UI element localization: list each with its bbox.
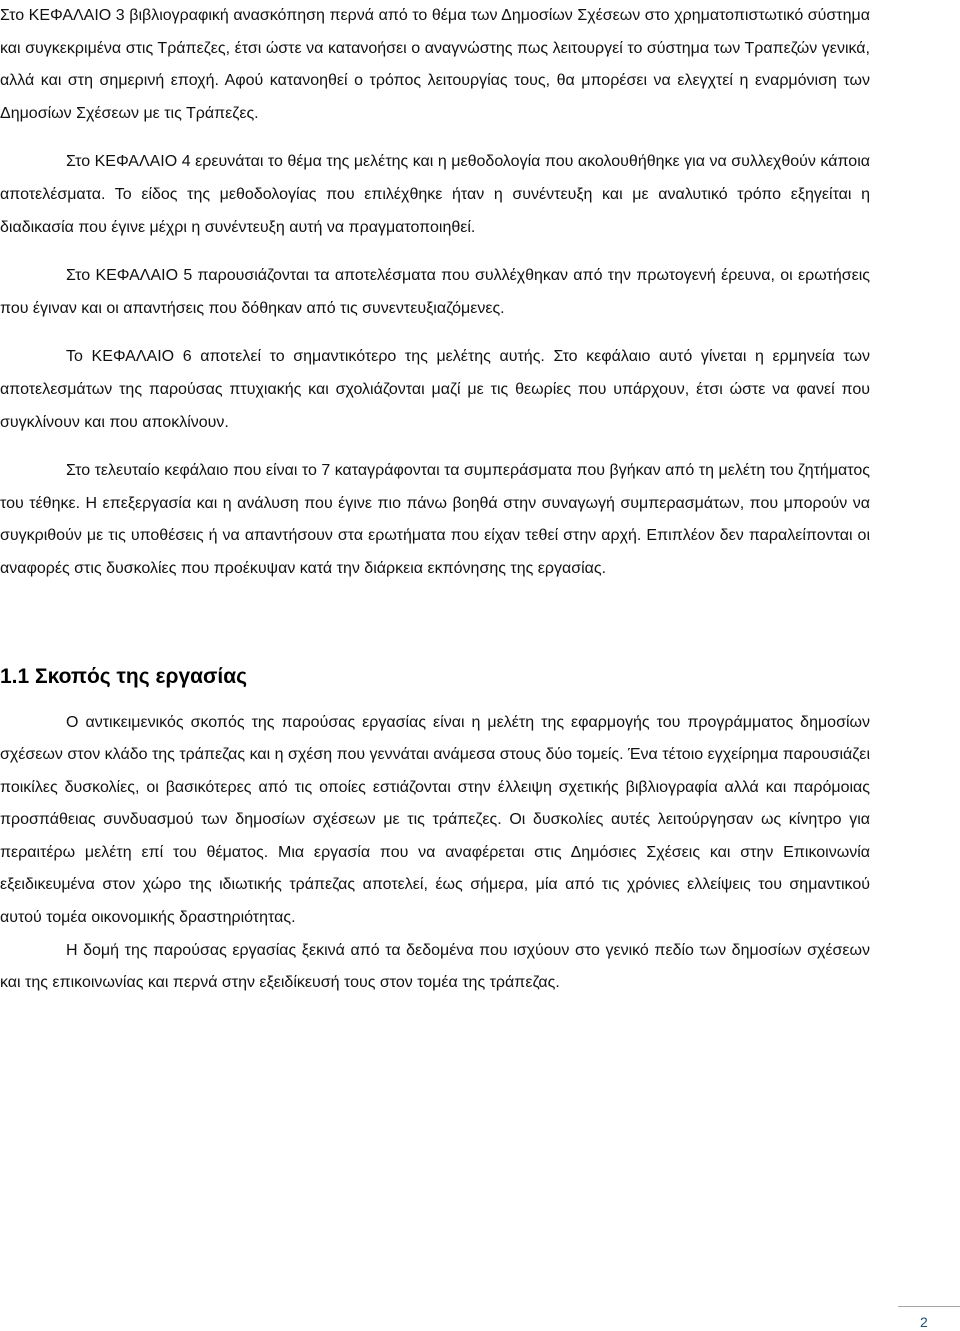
page-number-divider [898,1306,960,1307]
paragraph-purpose: Ο αντικειμενικός σκοπός της παρούσας εργασίας είναι η μελέτη της εφαρμογής του προγράμματος δημοσίων σχέσεων στον κλάδο της τράπεζας και η σχέση που γεννάται ανάμεσα στους δύο τομείς. Ένα τέτοιο εγχείρημα παρουσιάζει ποικίλες δυσκολίες, οι βασικότερες από τις οποίες εστιάζονται στην έλλειψη σχετικής βιβλιογραφία αλλά και παρόμοιας προσπάθειας συνδυασμού των δημοσίων σχέσεων με τις τράπεζες. Οι δυσκολίες αυτές λειτούργησαν ως κίνητρο για περαιτέρω μελέτη επί του θέματος. Μια εργασία που να αναφέρεται στις Δημόσιες Σχέσεις και στην Επικοινωνία εξειδικευμένα στον χώρο της ιδιωτικής τράπεζας αποτελεί, έως σήμερα, μία από τις χρόνιες ελλείψεις του σημαντικού αυτού τομέα οικονομικής δραστηριότητας. [0,713,870,927]
paragraph-chapter-4: Στο ΚΕΦΑΛΑΙΟ 4 ερευνάται το θέμα της μελέτης και η μεθοδολογία που ακολουθήθηκε για να συλλεχθούν κάποια αποτελέσματα. Το είδος της μεθοδολογίας που επιλέχθηκε ήταν η συνέντευξη και με αναλυτικό τρόπο εξηγείται η διαδικασία που έγινε μέχρι η συνέντευξη αυτή να πραγματοποιηθεί. [0,153,870,236]
paragraph-chapter-7: Στο τελευταίο κεφάλαιο που είναι το 7 καταγράφονται τα συμπεράσματα που βγήκαν από τη μελέτη του ζητήματος του τέθηκε. Η επεξεργασία και η ανάλυση που έγινε πιο πάνω βοηθά στην συναγωγή συμπερασμάτων, που μπορούν να συγκριθούν με τις υποθέσεις ή να απαντήσουν στα ερωτήματα που είχαν τεθεί στην αρχή. Επιπλέον δεν παραλείπονται οι αναφορές στις δυσκολίες που προέκυψαν κατά την διάρκεια εκπόνησης της εργασίας. [0,462,870,577]
paragraph-structure: Η δομή της παρούσας εργασίας ξεκινά από τα δεδομένα που ισχύουν στο γενικό πεδίο των δημοσίων σχέσεων και της επικοινωνίας και περνά στην εξειδίκευσή τους στον τομέα της τράπεζας. [0,941,870,992]
paragraph-chapter-6: Το ΚΕΦΑΛΑΙΟ 6 αποτελεί το σημαντικότερο της μελέτης αυτής. Στο κεφάλαιο αυτό γίνεται η ερμηνεία των αποτελεσμάτων της παρούσας πτυχιακής και σχολιάζονται μαζί με τις θεωρίες που υπάρχουν, έτσι ώστε να φανεί που συγκλίνουν και που αποκλίνουν. [0,348,870,431]
paragraph-chapter-3: Στο ΚΕΦΑΛΑΙΟ 3 βιβλιογραφική ανασκόπηση περνά από το θέμα των Δημοσίων Σχέσεων στο χρηματοπιστωτικό σύστημα και συγκεκριμένα στις Τράπεζες, έτσι ώστε να κατανοήσει ο αναγνώστης πως λειτουργεί το σύστημα των Τραπεζών γενικά, αλλά και στη σημερινή εποχή. Αφού κατανοηθεί ο τρόπος λειτουργίας τους, θα μπορέσει να ελεγχτεί η εναρμόνιση των Δημοσίων Σχέσεων με τις Τράπεζες. [0,7,870,122]
section-heading: 1.1 Σκοπός της εργασίας [0,664,248,688]
page-number: 2 [920,1314,928,1330]
paragraph-chapter-5: Στο ΚΕΦΑΛΑΙΟ 5 παρουσιάζονται τα αποτελέσματα που συλλέχθηκαν από την πρωτογενή έρευνα, οι ερωτήσεις που έγιναν και οι απαντήσεις που δόθηκαν από τις συνεντευξιαζόμενες. [0,267,870,317]
